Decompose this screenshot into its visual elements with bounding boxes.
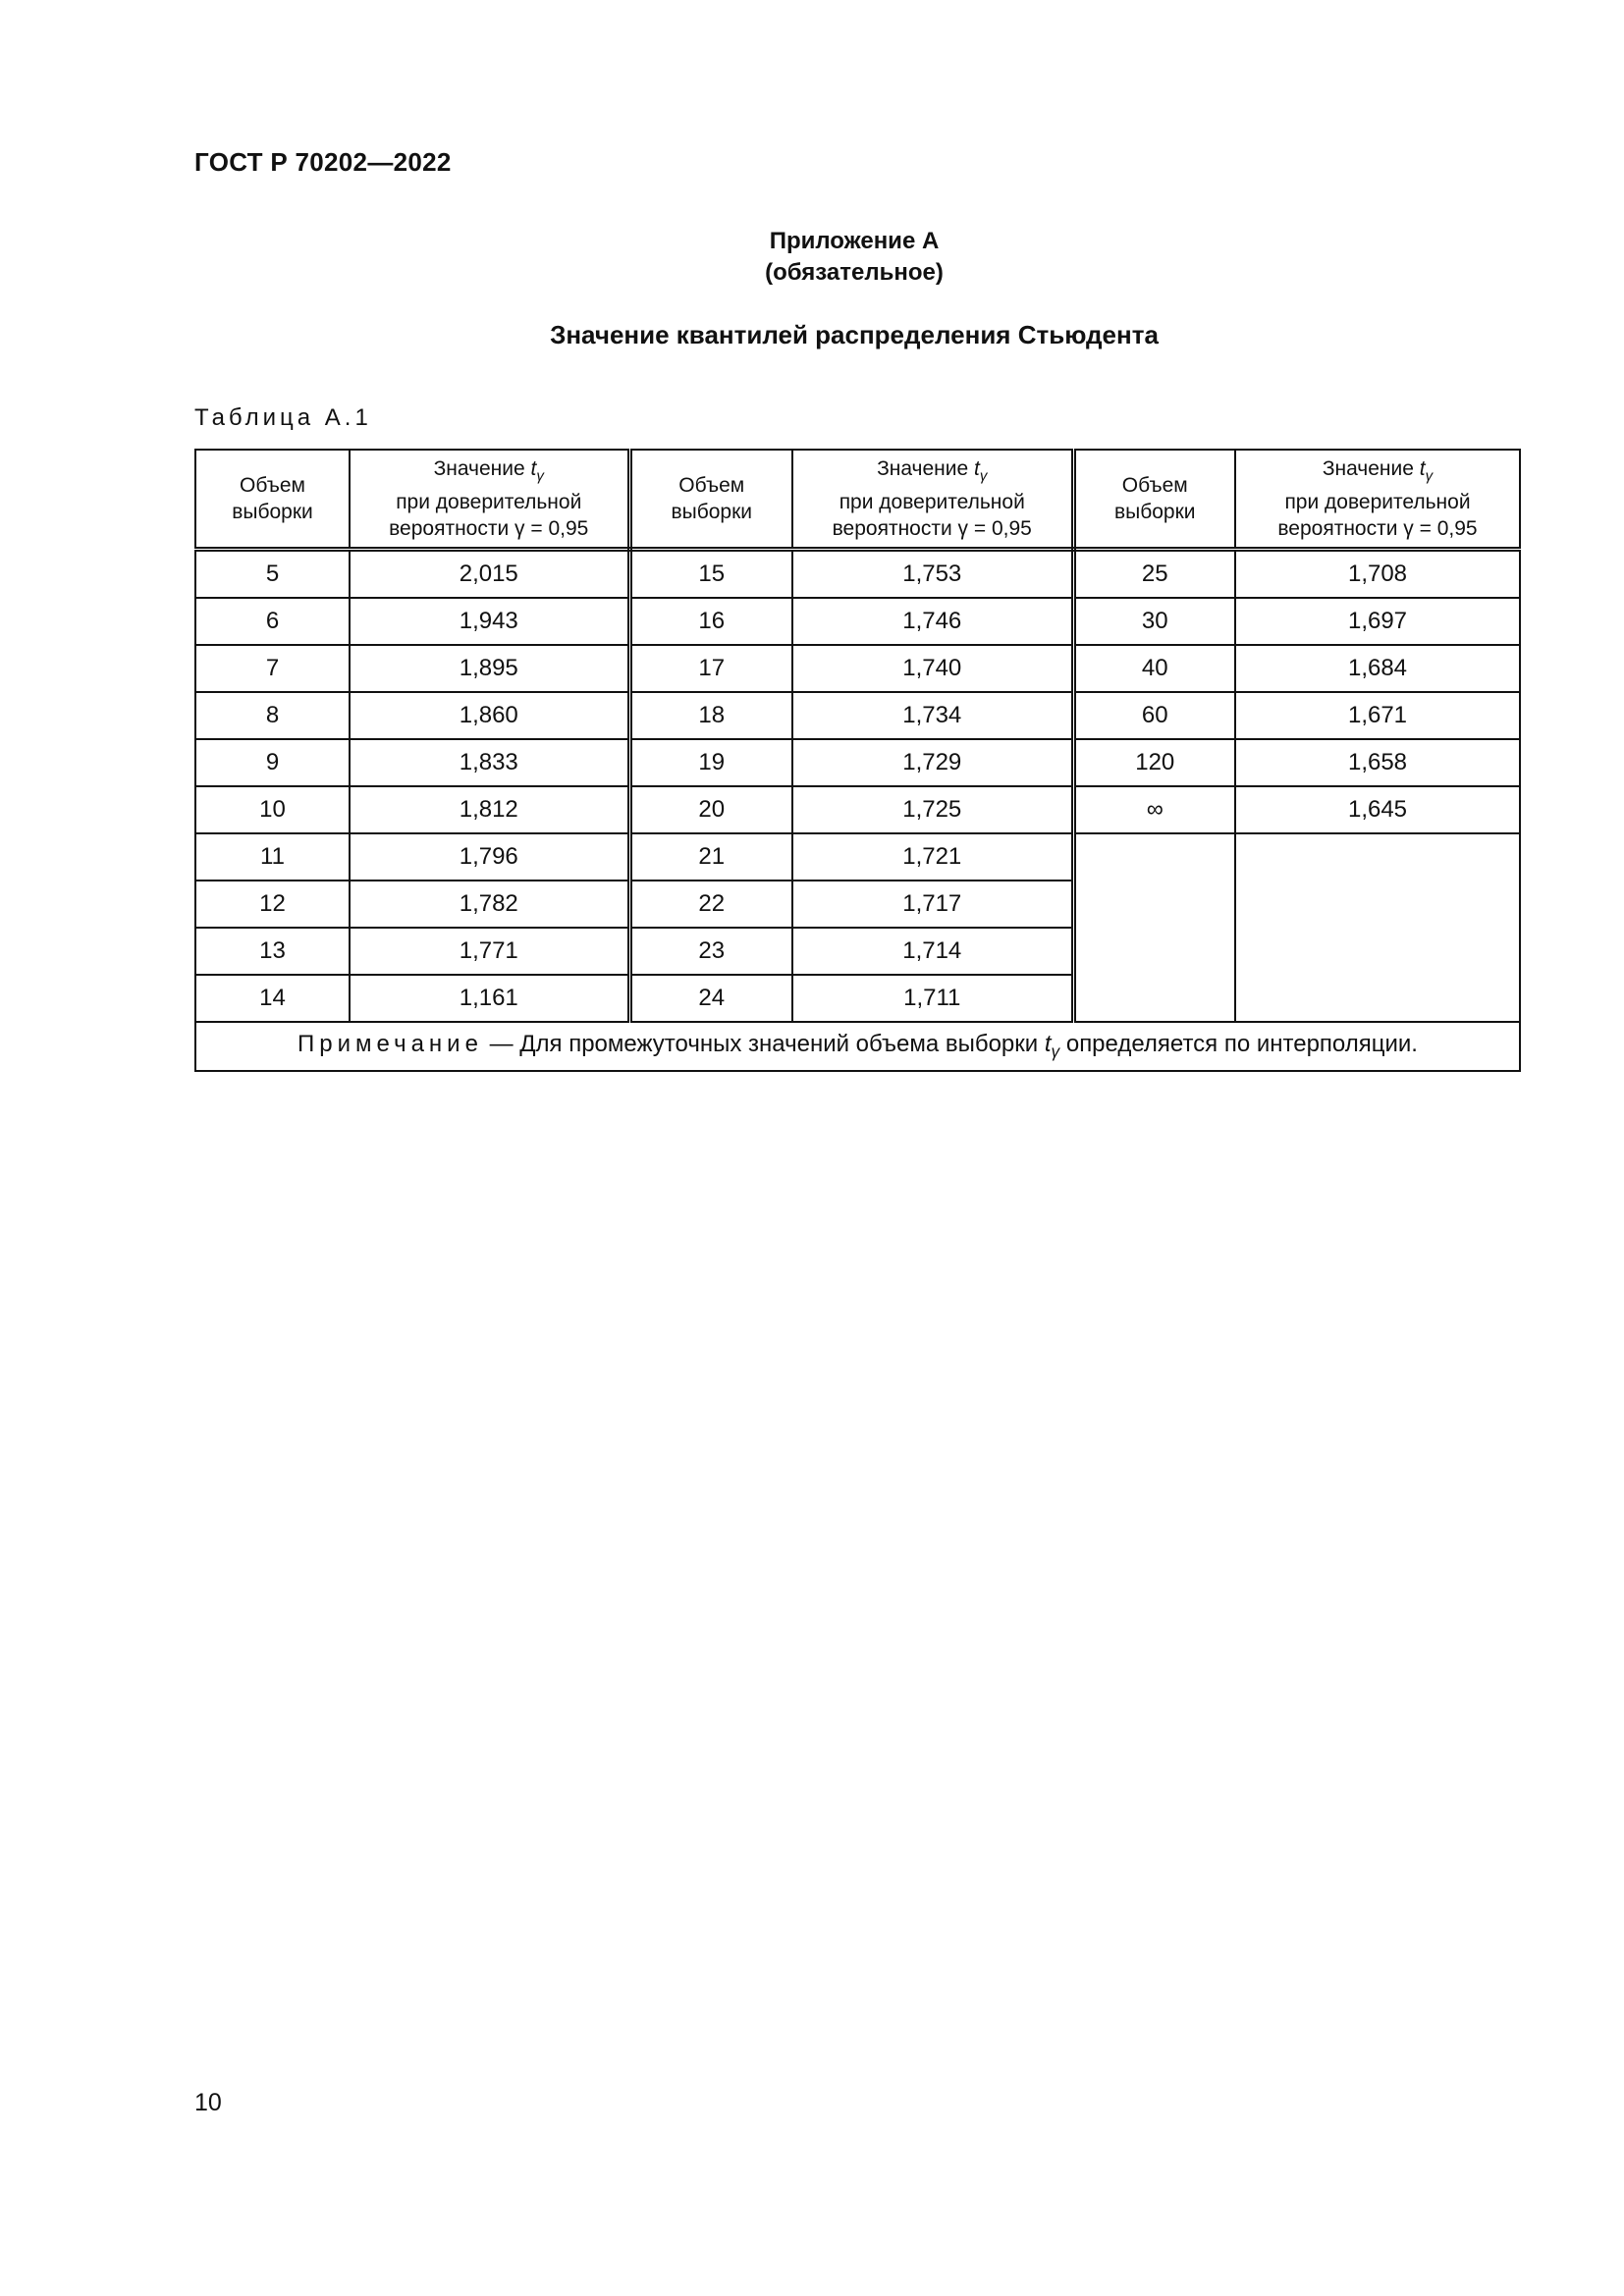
- header-sample-size: [1073, 450, 1235, 550]
- header-t-line3: вероятности γ = 0,95: [832, 517, 1032, 541]
- table-note: [195, 1022, 1520, 1071]
- t-value-cell: 1,725: [792, 786, 1073, 833]
- page-number: 10: [194, 2089, 222, 2116]
- header-t-prefix: Значение: [877, 456, 975, 480]
- table-note-row: [195, 1022, 1520, 1071]
- header-t-value: [1235, 450, 1520, 550]
- table-row: [195, 786, 1520, 833]
- t-value-cell: 1,708: [1235, 550, 1520, 599]
- header-sample-size-line1: Объем: [678, 474, 745, 497]
- header-t-line2: при доверительной: [396, 491, 582, 514]
- annex-heading: Значение квантилей распределения Стьюдента: [550, 320, 1159, 349]
- t-value-cell: 1,729: [792, 739, 1073, 786]
- t-value-cell: 1,714: [792, 928, 1073, 975]
- sample-size-cell: 6: [195, 598, 350, 645]
- table-row: [195, 598, 1520, 645]
- sample-size-cell: 25: [1073, 550, 1235, 599]
- note-subscript: γ: [1051, 1041, 1060, 1062]
- sample-size-cell: 60: [1073, 692, 1235, 739]
- sample-size-cell: 30: [1073, 598, 1235, 645]
- t-value-cell: 1,782: [350, 881, 629, 928]
- t-value-cell: 1,711: [792, 975, 1073, 1022]
- t-value-cell: 1,717: [792, 881, 1073, 928]
- note-text-before: — Для промежуточных значений объема выборки: [482, 1030, 1045, 1057]
- table-row: [195, 550, 1520, 599]
- sample-size-cell: 21: [629, 833, 792, 881]
- t-value-cell: 1,860: [350, 692, 629, 739]
- t-value-cell: 1,161: [350, 975, 629, 1022]
- table-caption: Таблица А.1: [194, 404, 372, 431]
- header-t-value: [792, 450, 1073, 550]
- sample-size-cell: 19: [629, 739, 792, 786]
- sample-size-cell: 22: [629, 881, 792, 928]
- table-row: [195, 692, 1520, 739]
- sample-size-cell: 20: [629, 786, 792, 833]
- t-value-cell: 1,812: [350, 786, 629, 833]
- t-value-cell: 1,796: [350, 833, 629, 881]
- header-t-subscript: γ: [536, 467, 544, 485]
- t-value-cell: 1,753: [792, 550, 1073, 599]
- sample-size-cell: 15: [629, 550, 792, 599]
- header-t-line1: [793, 455, 1071, 489]
- header-t-variable: t: [530, 456, 537, 480]
- header-t-line1: [1236, 455, 1519, 489]
- student-quantile-table: [194, 449, 1521, 1072]
- sample-size-cell: ∞: [1073, 786, 1235, 833]
- sample-size-cell: 13: [195, 928, 350, 975]
- sample-size-cell: 12: [195, 881, 350, 928]
- sample-size-cell: 120: [1073, 739, 1235, 786]
- sample-size-cell: 24: [629, 975, 792, 1022]
- t-value-cell: 2,015: [350, 550, 629, 599]
- sample-size-cell: 23: [629, 928, 792, 975]
- sample-size-cell: 14: [195, 975, 350, 1022]
- sample-size-cell: 5: [195, 550, 350, 599]
- header-t-variable: t: [1419, 456, 1426, 480]
- header-sample-size-line2: выборки: [671, 501, 753, 523]
- header-t-line2: при доверительной: [839, 491, 1025, 514]
- t-value-cell: 1,721: [792, 833, 1073, 881]
- sample-size-cell: 17: [629, 645, 792, 692]
- t-value-cell: 1,746: [792, 598, 1073, 645]
- header-t-line2: при доверительной: [1284, 491, 1471, 514]
- header-sample-size: [629, 450, 792, 550]
- header-t-prefix: Значение: [433, 456, 531, 480]
- header-t-line3: вероятности γ = 0,95: [1277, 517, 1478, 541]
- document-code: ГОСТ Р 70202—2022: [194, 147, 452, 177]
- sample-size-cell: 8: [195, 692, 350, 739]
- t-value-cell: 1,697: [1235, 598, 1520, 645]
- header-t-prefix: Значение: [1322, 456, 1420, 480]
- header-t-line1: [351, 455, 627, 489]
- header-t-variable: t: [974, 456, 980, 480]
- header-sample-size-line1: Объем: [240, 474, 305, 497]
- t-value-cell: 1,740: [792, 645, 1073, 692]
- t-value-cell: 1,658: [1235, 739, 1520, 786]
- t-value-cell: 1,895: [350, 645, 629, 692]
- t-value-cell: 1,771: [350, 928, 629, 975]
- header-t-subscript: γ: [1425, 467, 1434, 485]
- note-variable: t: [1044, 1030, 1052, 1057]
- sample-size-cell: 16: [629, 598, 792, 645]
- sample-size-cell: 40: [1073, 645, 1235, 692]
- t-value-cell: 1,734: [792, 692, 1073, 739]
- sample-size-cell: 18: [629, 692, 792, 739]
- note-label: Примечание: [298, 1030, 483, 1057]
- table-row: [195, 739, 1520, 786]
- sample-size-cell: 11: [195, 833, 350, 881]
- note-text-after: определяется по интерполяции.: [1059, 1030, 1418, 1057]
- annex-kind: (обязательное): [765, 259, 944, 286]
- header-sample-size-line1: Объем: [1121, 474, 1188, 497]
- t-value-cell: 1,645: [1235, 786, 1520, 833]
- header-t-value: [350, 450, 629, 550]
- empty-cell: [1073, 833, 1235, 1022]
- sample-size-cell: 10: [195, 786, 350, 833]
- header-t-line3: вероятности γ = 0,95: [389, 517, 589, 541]
- header-t-subscript: γ: [979, 467, 988, 485]
- table-row: [195, 833, 1520, 881]
- t-value-cell: 1,684: [1235, 645, 1520, 692]
- table-row: [195, 645, 1520, 692]
- empty-cell: [1235, 833, 1520, 1022]
- sample-size-cell: 7: [195, 645, 350, 692]
- header-sample-size: [195, 450, 350, 550]
- t-value-cell: 1,943: [350, 598, 629, 645]
- table-header-row: [195, 450, 1520, 550]
- t-value-cell: 1,671: [1235, 692, 1520, 739]
- header-sample-size-line2: выборки: [1113, 501, 1196, 523]
- annex-title: Приложение А: [769, 228, 940, 254]
- t-value-cell: 1,833: [350, 739, 629, 786]
- sample-size-cell: 9: [195, 739, 350, 786]
- header-sample-size-line2: выборки: [232, 501, 313, 523]
